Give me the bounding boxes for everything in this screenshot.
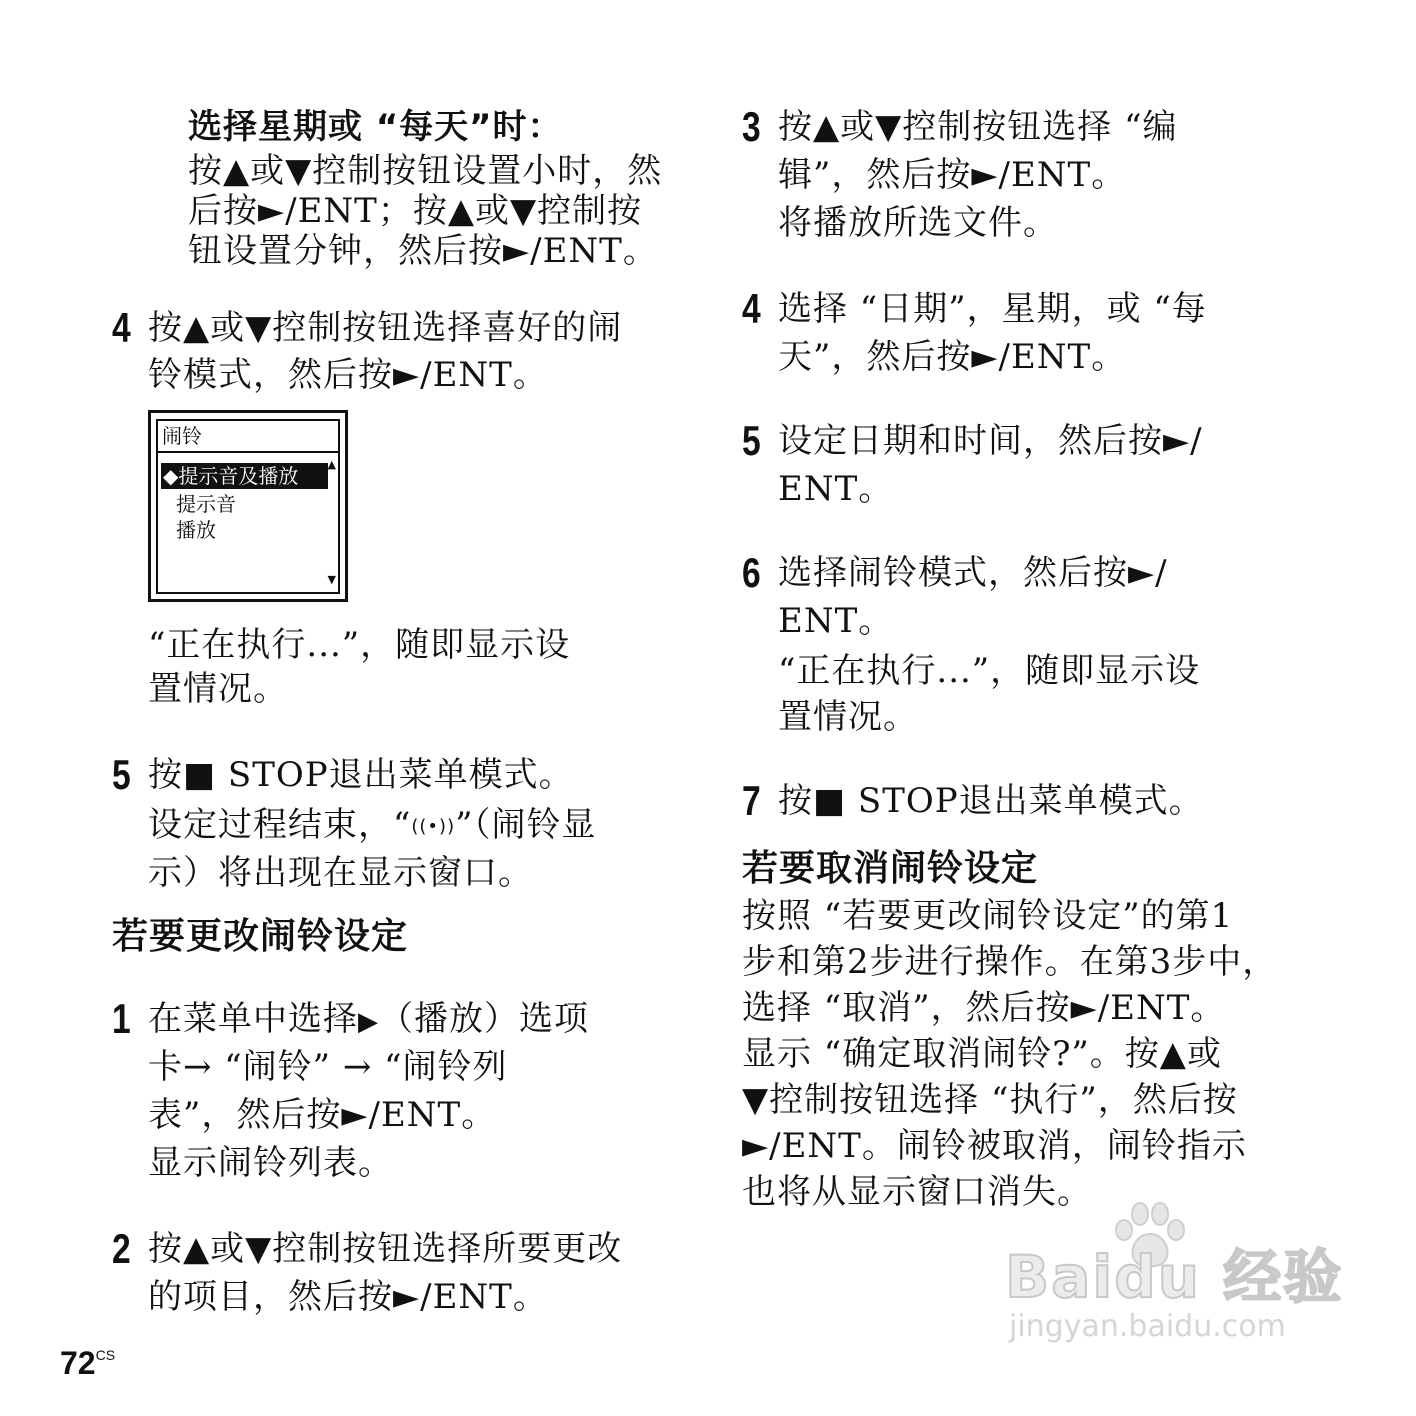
step-number: 5	[742, 417, 761, 464]
step-text: 铃模式，然后按►/ENT。	[148, 355, 548, 395]
step-text-part: ”（闹铃显	[455, 805, 597, 845]
intro-heading: 选择星期或 “每天”时：	[188, 107, 563, 147]
watermark	[1005, 1245, 1343, 1345]
step-text-part: （播放）选项	[379, 999, 589, 1039]
step-text	[148, 802, 597, 850]
step-text: 按■ STOP退出菜单模式。	[148, 755, 574, 795]
device-screen	[148, 410, 348, 602]
step-text: 表”，然后按►/ENT。	[148, 1095, 497, 1135]
step-text: 显示闹铃列表。	[148, 1143, 393, 1183]
step-text	[148, 996, 589, 1045]
step-text: 按▲或▼控制按钮选择喜好的闹	[148, 308, 623, 348]
paragraph-line: 选择 “取消”，然后按►/ENT。	[742, 988, 1226, 1028]
step-text: 的项目，然后按►/ENT。	[148, 1277, 548, 1317]
paragraph-line: 显示 “确定取消闹铃?”。按▲或	[742, 1034, 1222, 1074]
step-text-part: 在菜单中选择	[148, 999, 358, 1039]
step-text: ENT。	[778, 469, 894, 509]
section-heading: 若要取消闹铃设定	[742, 848, 1039, 889]
alarm-indicator-icon: ((•))	[411, 816, 456, 837]
step-result: “正在执行...”，随即显示设	[148, 625, 571, 665]
step-result: 置情况。	[778, 697, 918, 737]
screen-item-selected: ◆提示音及播放	[161, 463, 328, 489]
device-screen-inner	[156, 419, 340, 594]
paragraph-line: ▼控制按钮选择 “执行”，然后按	[742, 1080, 1238, 1120]
intro-line: 按▲或▼控制按钮设置小时，然	[188, 151, 663, 191]
step-number: 4	[112, 304, 131, 351]
paragraph-line: 步和第2步进行操作。在第3步中，	[742, 942, 1278, 982]
screen-item: 提示音	[176, 492, 236, 516]
page-number-value: 72	[60, 1345, 96, 1381]
watermark-url: jingyan.baidu.com	[1009, 1309, 1286, 1344]
step-number: 1	[112, 995, 131, 1042]
step-text: 天”，然后按►/ENT。	[778, 337, 1127, 377]
screen-title: 闹铃	[162, 424, 202, 448]
step-result: 置情况。	[148, 669, 288, 709]
paragraph-line: 也将从显示窗口消失。	[742, 1172, 1092, 1212]
scroll-up-icon: ▲	[327, 458, 336, 471]
scroll-down-icon: ▼	[327, 573, 336, 586]
step-number: 5	[112, 751, 131, 798]
step-text-part: 设定过程结束，“	[148, 805, 412, 845]
step-text: 辑”，然后按►/ENT。	[778, 155, 1127, 195]
step-text: 将播放所选文件。	[778, 203, 1058, 243]
step-number: 7	[742, 777, 761, 824]
play-tab-icon: ▶	[358, 1007, 379, 1037]
step-text: 按▲或▼控制按钮选择 “编	[778, 107, 1178, 147]
section-heading: 若要更改闹铃设定	[112, 916, 409, 957]
paragraph-line: 按照 “若要更改闹铃设定”的第1	[742, 896, 1234, 936]
step-text: ENT。	[778, 601, 894, 641]
intro-line: 钮设置分钟，然后按►/ENT。	[188, 231, 658, 271]
step-number: 2	[112, 1225, 131, 1272]
watermark-brand-part: Bai	[1005, 1243, 1115, 1311]
watermark-brand-part: du	[1114, 1243, 1202, 1311]
step-text: 示）将出现在显示窗口。	[148, 853, 533, 893]
intro-line: 后按►/ENT；按▲或▼控制按	[188, 191, 643, 231]
step-text: 按■ STOP退出菜单模式。	[778, 781, 1204, 821]
screen-divider	[158, 451, 338, 453]
step-number: 3	[742, 103, 761, 150]
screen-item: 播放	[176, 518, 216, 542]
watermark-brand-cn: 经验	[1223, 1243, 1344, 1311]
page-number	[60, 1345, 115, 1382]
step-number: 4	[742, 285, 761, 332]
step-number: 6	[742, 549, 761, 596]
step-text: 设定日期和时间，然后按►/	[778, 421, 1203, 461]
step-text: 卡→ “闹铃” → “闹铃列	[148, 1047, 508, 1087]
step-text: 选择 “日期”，星期，或 “每	[778, 289, 1207, 329]
paragraph-line: ►/ENT。闹铃被取消，闹铃指示	[742, 1126, 1247, 1166]
step-text: 选择闹铃模式，然后按►/	[778, 553, 1168, 593]
step-result: “正在执行...”，随即显示设	[778, 651, 1201, 691]
watermark-brand	[1005, 1245, 1343, 1309]
step-text: 按▲或▼控制按钮选择所要更改	[148, 1229, 623, 1269]
page-number-suffix: CS	[95, 1347, 116, 1363]
